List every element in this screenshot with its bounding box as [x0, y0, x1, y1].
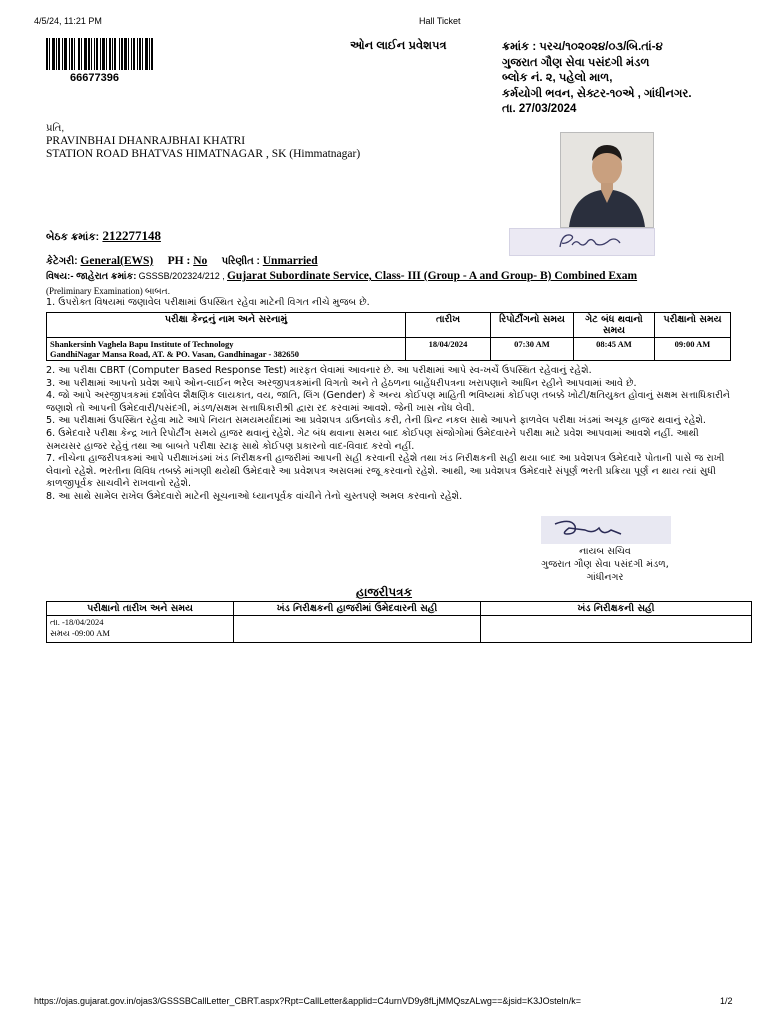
- table-header-row: [47, 313, 731, 338]
- seat-number-row: [46, 228, 161, 244]
- seat-number-label: બેઠક ક્રમાંક:: [46, 231, 100, 243]
- issuer-block: [502, 40, 692, 118]
- attendance-table: [46, 601, 752, 643]
- reporting-time: 07:30 AM: [491, 338, 574, 361]
- online-admit-label: ઓન લાઈન પ્રવેશપત્ર: [350, 40, 447, 52]
- prelim-row: [46, 286, 170, 297]
- exam-name: Gujarat Subordinate Service, Class- III (Group - A and Group- B) Combined Exam: [226, 270, 638, 282]
- col-exam-time: પરીક્ષાનો સમય: [655, 313, 731, 338]
- col-gate-close: ગેટ બંધ થવાનો સમય: [574, 313, 655, 338]
- centre-address: GandhiNagar Mansa Road, AT. & PO. Vasan, Gandhinagar - 382650: [50, 349, 299, 359]
- print-datetime: 4/5/24, 11:21 PM: [34, 16, 102, 26]
- print-page-number: 1/2: [720, 996, 733, 1006]
- attendance-heading: હાજરીપત્રક: [355, 585, 413, 599]
- candidate-name: PRAVINBHAI DHANRAJBHAI KHATRI: [46, 135, 246, 147]
- instruction-6: 6. ઉમેદવારે પરીક્ષા કેન્દ્ર ખાતે રિપોર્ટીંગ સમયે હાજર થવાનું રહેશે. ગેટ બંધ થવાના સમય બાદ કોઈપણ સંજોગોમાં ઉમેદવારને પરીક્ષા માટે પ્રવેશ આપવામાં આવશે નહીં. આથી સમયસર હાજર રહેવું તથા આ બાબતે પરીક્ષા સ્ટાફ સાથે કોઈપણ પ્રકારનો વાદ-વિવાદ કરવો નહીં.: [46, 427, 699, 452]
- print-url: https://ojas.gujarat.gov.in/ojas3/GSSSBCallLetter_CBRT.aspx?Rpt=CallLetter&applid=C4urnVD9y8fLjMMQszALwg==&jsid=K3JOsteln/k=: [34, 996, 581, 1006]
- instruction-1: 1. ઉપરોક્ત વિષયમાં જણાવેલ પરીક્ષામાં ઉપસ્થિત રહેવા માટેની વિગત નીચે મુજબ છે.: [46, 297, 370, 308]
- gate-close-time: 08:45 AM: [574, 338, 655, 361]
- centre-name: Shankersinh Vaghela Bapu Institute of Technology: [50, 339, 234, 349]
- candidate-address: STATION ROAD BHATVAS HIMATNAGAR , SK (Himmatnagar): [46, 148, 361, 160]
- att-col-candidate-sign: ખંડ નિરીક્ષકની હાજરીમાં ઉમેદવારની સહી: [234, 602, 481, 616]
- candidate-photo: [560, 132, 654, 228]
- instruction-4: 4. જો આપે અરજીપત્રકમાં દર્શાવેલ શૈક્ષણિક લાયકાત, વય, જાતિ, લિંગ (Gender) કે અન્ય કોઈપણ માહિતી ભવિષ્યમાં કોઈપણ તબક્કે ખોટી/ક્ષતિયુક્ત હોવાનું સક્ષમ સત્તાધિકારીને જણાશે તો આપની ઉમેદવારી/પસંદગી, મંડળ/સક્ષમ સત્તાધિકારીશ્રી દ્વારા રદ કરવામાં આવશે. જેની ખાસ નોંધ લેવી.: [46, 390, 731, 414]
- att-col-datetime: પરીક્ષાનો તારીખ અને સમય: [47, 602, 234, 616]
- reference-number: ક્રમાંક : પરચ/૧૦૨૦૨૪/૦૩/બિ.તાં-૪: [502, 41, 663, 53]
- category-row: [46, 255, 318, 267]
- candidate-address-block: [46, 122, 360, 161]
- prelim-label: (Preliminary Examination): [46, 286, 143, 296]
- col-date: તારીખ: [406, 313, 491, 338]
- ph-value: No: [193, 255, 208, 267]
- ph-label: PH :: [167, 255, 191, 267]
- prelim-suffix: બાબત.: [144, 286, 171, 296]
- issue-date: તા. 27/03/2024: [502, 103, 577, 115]
- advertisement-number: GSSSB/202324/212 ,: [138, 271, 225, 281]
- exam-time: 09:00 AM: [655, 338, 731, 361]
- att-time: સમય -09:00 AM: [50, 628, 110, 638]
- table-row: [47, 338, 731, 361]
- attendance-header-row: [47, 602, 752, 616]
- invigilator-signature-cell: [481, 616, 752, 643]
- signatory-title: નાયબ સચિવ: [579, 546, 631, 557]
- marital-label: પરિણીત :: [221, 256, 260, 267]
- category-label: કેટેગરી:: [46, 256, 78, 267]
- marital-value: Unmarried: [262, 255, 318, 267]
- signatory-city: ગાંધીનગર: [586, 572, 624, 583]
- print-page-title: Hall Ticket: [419, 16, 461, 26]
- att-datetime-cell: [47, 616, 234, 643]
- att-col-invigilator-sign: ખંડ નિરીક્ષકની સહી: [481, 602, 752, 616]
- instruction-2: 2. આ પરીક્ષા CBRT (Computer Based Response Test) મારફત લેવામાં આવનાર છે. આ પરીક્ષામાં આપે સ્વ-ખર્ચે ઉપસ્થિત રહેવાનું રહેશે.: [46, 365, 592, 376]
- barcode: [46, 38, 216, 70]
- instructions-list: [46, 365, 736, 504]
- instruction-8: 8. આ સાથે સામેલ રાખેલ ઉમેદવારો માટેની સૂચનાઓ ધ્યાનપૂર્વક વાંચીને તેનો ચુસ્તપણે અમલ કરવાનો રહેશે.: [46, 490, 463, 502]
- exam-details-table: [46, 312, 731, 361]
- issuer-org-name: ગુજરાત ગૌણ સેવા પસંદગી મંડળ: [502, 56, 650, 69]
- col-reporting: રિપોર્ટીંગનો સમય: [491, 313, 574, 338]
- official-signature: [541, 516, 671, 544]
- exam-date: 18/04/2024: [406, 338, 491, 361]
- signatory-block: [530, 545, 680, 584]
- candidate-signature: [509, 228, 655, 256]
- seat-number: 212277148: [102, 228, 161, 243]
- col-centre: પરીક્ષા કેન્દ્રનું નામ અને સરનામું: [47, 313, 406, 338]
- subject-row: [46, 270, 637, 282]
- subject-label: વિષય:- જાહેરાત ક્રમાંક:: [46, 271, 137, 282]
- barcode-number: 66677396: [70, 72, 119, 84]
- instruction-5: 5. આ પરીક્ષામાં ઉપસ્થિત રહેવા માટે આપે નિયત સમયમર્યાદામાં આ પ્રવેશપત્ર ડાઉનલોડ કરી, તેની પ્રિન્ટ નકલ સાથે આપને ફાળવેલ પરીક્ષા ખંડમાં અચૂક હાજર થવાનું રહેશે.: [46, 415, 706, 427]
- category-value: General(EWS): [80, 255, 154, 267]
- candidate-signature-cell: [234, 616, 481, 643]
- attendance-row: [47, 616, 752, 643]
- instruction-3: 3. આ પરીક્ષામાં આપનો પ્રવેશ આપે ઓન-લાઈન ભરેલ અરજીપત્રકમાંની વિગતો અને તે હેઠળના બાહેંધરીપત્રના ખરાપણાને આધિન રહીને આપવામાં આવે છે.: [46, 377, 637, 389]
- issuer-address-line2: કર્મયોગી ભવન, સેક્ટર-૧૦એ , ગાંધીનગર.: [502, 87, 692, 100]
- issuer-address-line1: બ્લોક નં. ૨, પહેલો માળ,: [502, 72, 613, 84]
- signatory-org: ગુજરાત ગૌણ સેવા પસંદગી મંડળ,: [541, 559, 669, 570]
- instruction-7: 7. નીચેના હાજરીપત્રકમાં આપે પરીક્ષાખંડમાં ખંડ નિરીક્ષકની હાજરીમાં આપની સહી કરવાની રહેશે તથા ખંડ નિરીક્ષકની સહી થયા બાદ આ પ્રવેશપત્ર ઉમેદવારે પોતાની પાસે જ રાખી લેવાનો રહેશે. ભરતીના વિવિધ તબક્કે માંગણી થયેથી ઉમેદવારે આ પ્રવેશપત્ર અસલમાં રજૂ કરવાનો રહેશે. આથી, આ પ્રવેશપત્ર ઉમેદવારે સંપૂર્ણ ભરતી પ્રક્રિયા પૂર્ણ ન થાય ત્યાં સુધી કાળજીપૂર્વક સાચવીને રાખવાનો રહેશે.: [46, 453, 725, 490]
- att-date: તા. -18/04/2024: [50, 617, 104, 627]
- centre-cell: [47, 338, 406, 361]
- to-label: પ્રતિ,: [46, 123, 65, 134]
